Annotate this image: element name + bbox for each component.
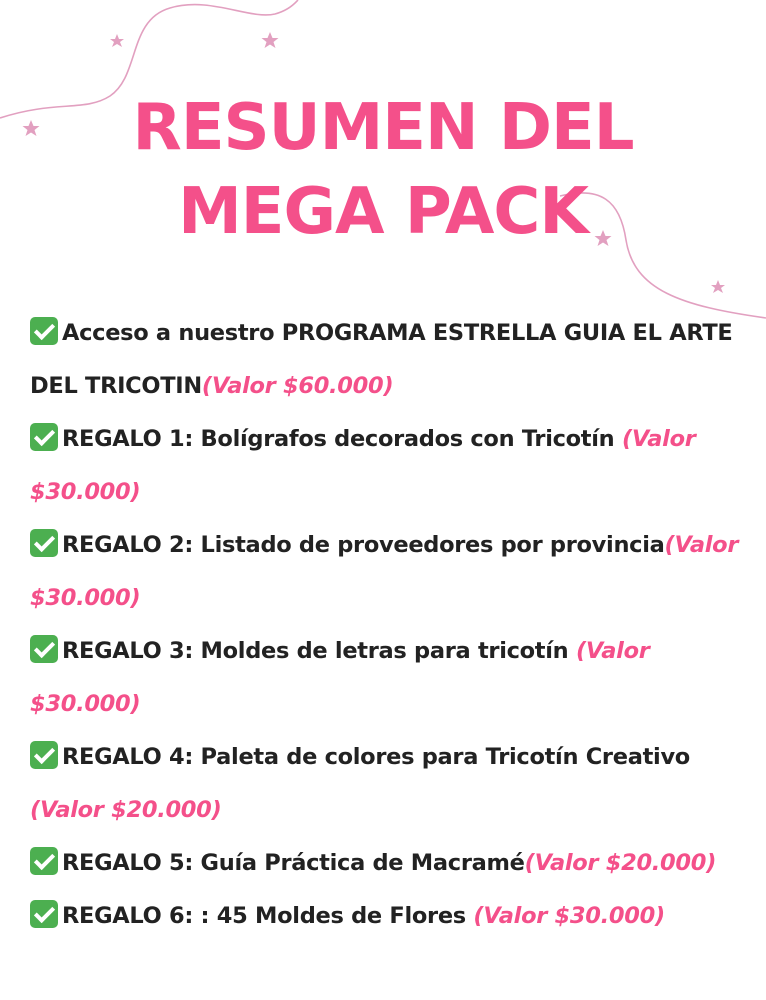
check-mark-icon: [30, 317, 58, 345]
item-text: REGALO 5: Guía Práctica de Macramé: [62, 850, 525, 876]
item-text: REGALO 3: Moldes de letras para tricotín: [62, 638, 576, 664]
pack-contents-list: [30, 307, 742, 943]
list-item: [30, 731, 742, 837]
page-title: [0, 86, 766, 254]
list-item: [30, 519, 742, 625]
list-item: [30, 625, 742, 731]
item-value: (Valor $20.000): [30, 797, 222, 823]
item-value: (Valor $60.000): [201, 373, 394, 399]
star-icon: [262, 32, 279, 48]
list-item: [30, 413, 742, 519]
star-icon: [110, 34, 124, 47]
check-mark-icon: [30, 635, 58, 663]
check-mark-icon: [30, 423, 58, 451]
check-mark-icon: [30, 847, 58, 875]
check-mark-icon: [30, 529, 58, 557]
item-value: (Valor $20.000): [524, 850, 717, 876]
item-value: (Valor $30.000): [473, 903, 665, 929]
star-icon: [711, 280, 725, 293]
check-mark-icon: [30, 741, 58, 769]
title-line-1: RESUMEN DEL: [132, 91, 634, 165]
item-value: (Valor $30.000): [30, 426, 696, 505]
item-text: REGALO 4: Paleta de colores para Tricotín Creativo: [62, 744, 690, 770]
item-text: REGALO 6: : 45 Moldes de Flores: [62, 903, 474, 929]
item-text: REGALO 1: Bolígrafos decorados con Tricotín: [62, 426, 622, 452]
title-line-2: MEGA PACK: [178, 175, 588, 249]
item-text: REGALO 2: Listado de proveedores por provincia: [62, 532, 665, 558]
item-text: Acceso a nuestro PROGRAMA ESTRELLA GUIA EL ARTE DEL TRICOTIN: [30, 320, 733, 399]
check-mark-icon: [30, 900, 58, 928]
list-item: [30, 890, 742, 943]
list-item: [30, 307, 742, 413]
list-item: [30, 837, 742, 890]
item-value: (Valor $30.000): [30, 638, 650, 717]
item-value: (Valor $30.000): [30, 532, 739, 611]
